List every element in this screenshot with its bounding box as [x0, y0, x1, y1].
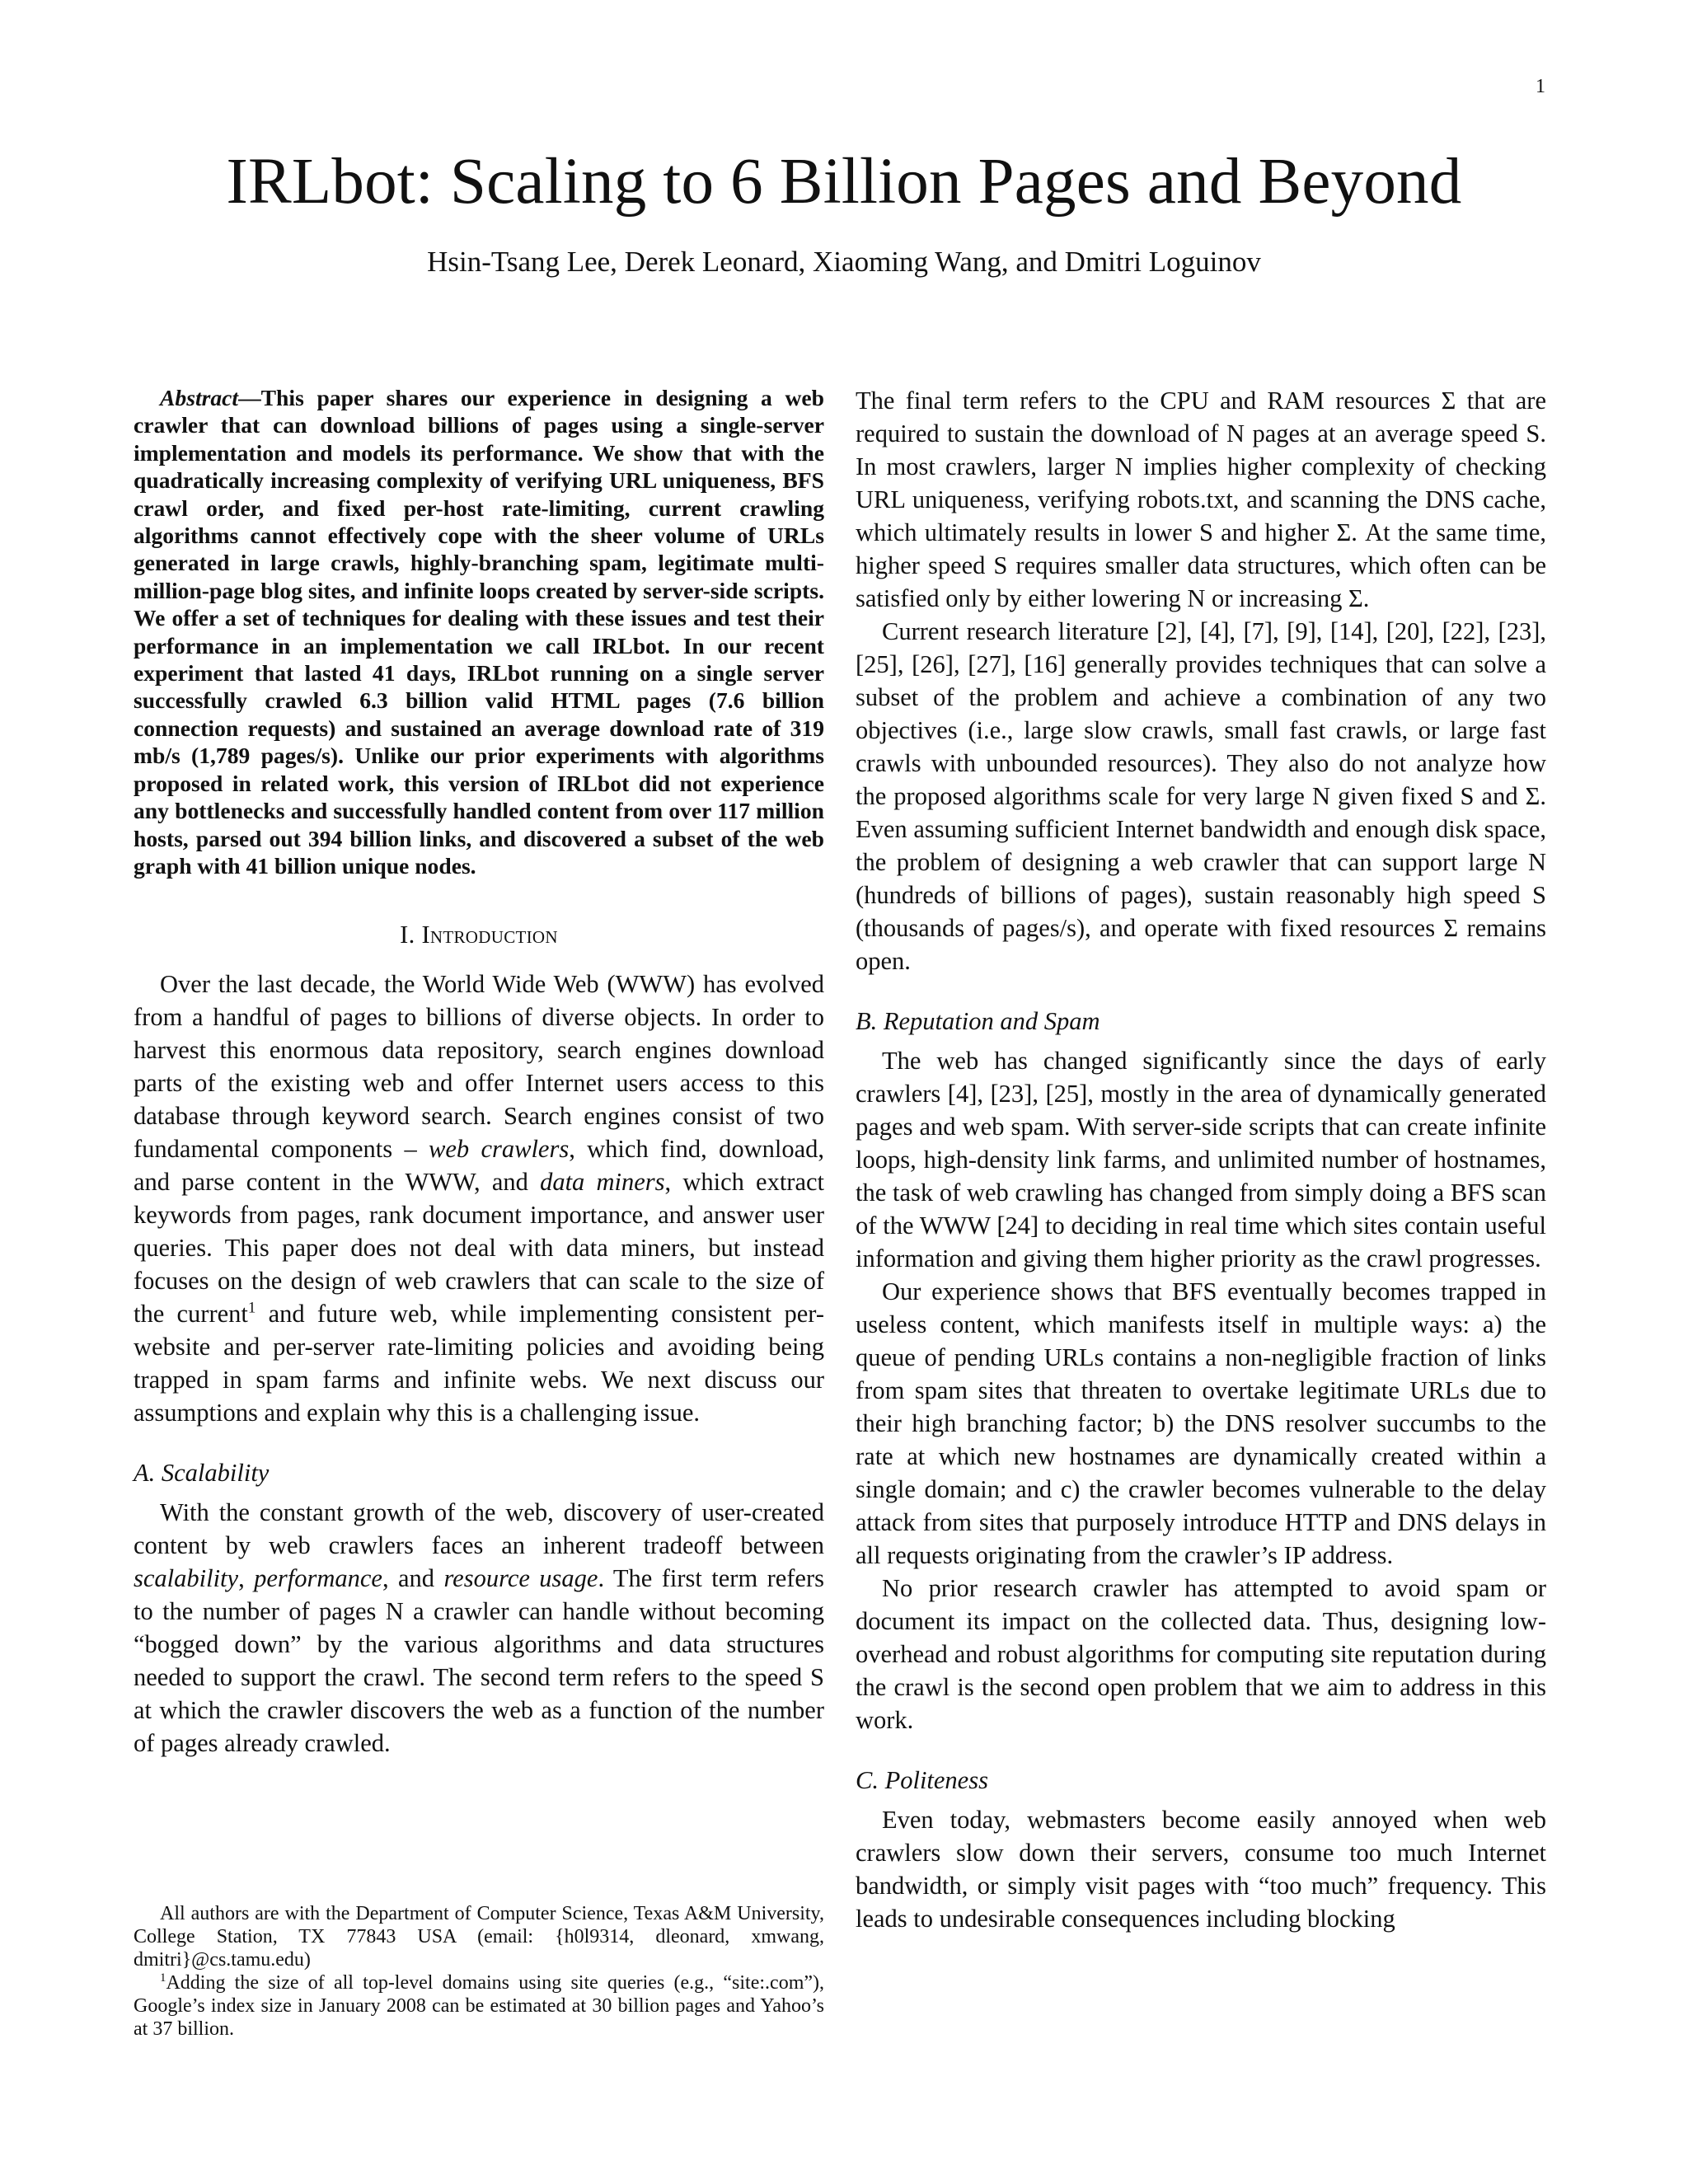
section-number: I.	[400, 921, 415, 949]
footnote-text: Adding the size of all top-level domains using site queries (e.g., “site:.com”), Google’s index size in January 2008 can be estimated at 30 billion pages and Yahoo’s at 37 billion.	[134, 1972, 824, 2040]
affiliation-note: All authors are with the Department of Computer Science, Texas A&M University, College Station, TX 77843 USA (email: {h0l9314, dleonard, xmwang, dmitri}@cs.tamu.edu)	[134, 1903, 824, 1971]
footnote-marker: 1	[247, 1299, 256, 1317]
reputation-paragraph: The web has changed significantly since the days of early crawlers [4], [23], [25], mostly in the area of dynamically generated pages and web spam. With server-side scripts that can create infinite loops, high-density link farms, and unlimited number of hostnames, the task of web crawling has changed from simply doing a BFS scan of the WWW [24] to deciding in real time which sites contain useful information and giving them higher priority as the crawl progresses.	[856, 1047, 1546, 1272]
footnote-marker: 1	[160, 1971, 166, 1985]
abstract-text: —This paper shares our experience in designing a web crawler that can download billions of pages using a single-server implementation and models its performance. We show that with the quadratically increasing complexity of verifying URL uniqueness, BFS crawl order, and fixed per-host rate-limiting, current crawling algorithms cannot effectively cope with the sheer volume of URLs generated in large crawls, highly-branching spam, legitimate multi-million-page blog sites, and infinite loops created by server-side scripts. We offer a set of techniques for dealing with these issues and test their performance in an implementation we call IRLbot. In our recent experiment that lasted 41 days, IRLbot running on a single server successfully crawled 6.3 billion valid HTML pages (7.6 billion connection requests) and sustained an average download rate of 319 mb/s (1,789 pages/s). Unlike our prior experiments with algorithms proposed in related work, this version of IRLbot did not experience any bottlenecks and successfully handled content from over 117 million hosts, parsed out 394 billion links, and discovered a subset of the web graph with 41 billion unique nodes.	[134, 385, 824, 879]
section-title: Introduction	[421, 921, 558, 949]
reputation-paragraph: Our experience shows that BFS eventually becomes trapped in useless content, which manifests itself in multiple ways: a) the queue of pending URLs contains a non-negligible fraction of links from spam sites that threaten to overtake legitimate URLs due to their high branching factor; b) the DNS resolver succumbs to the rate at which new hostnames are dynamically created within a single domain; and c) the crawler becomes vulnerable to the delay attack from sites that purposely introduce HTTP and DNS delays in all requests originating from the crawler’s IP address.	[856, 1277, 1546, 1569]
scalability-paragraph: Current research literature [2], [4], [7], [9], [14], [20], [22], [23], [25], [26], [27], [16] generally provides techniques that can solve a subset of the problem and achieve a combination of any two objectives (i.e., large slow crawls, small fast crawls, or large fast crawls with unbounded resources). They also do not analyze how the proposed algorithms scale for very large N given fixed S and Σ. Even assuming sufficient Internet bandwidth and enough disk space, the problem of designing a web crawler that can support large N (hundreds of billions of pages), sustain reasonably high speed S (thousands of pages/s), and operate with fixed resources Σ remains open.	[856, 617, 1546, 975]
emphasis-term: scalability	[134, 1564, 239, 1593]
emphasis-term: resource usage	[443, 1564, 598, 1593]
emphasis-term: web crawlers	[429, 1135, 570, 1164]
left-column	[134, 384, 824, 1760]
text-run: , which find, download, and parse content in the WWW, and	[134, 1135, 824, 1197]
scalability-paragraph	[134, 1496, 824, 1760]
text-run: Over the last decade, the World Wide Web (WWW) has evolved from a handful of pages to billions of diverse objects. In order to harvest this enormous data repository, search engines download parts of the existing web and offer Internet users access to this database through keyword search. Search engines consist of two fundamental components –	[134, 970, 824, 1164]
right-column	[856, 384, 1546, 1935]
text-run: and future web, while implementing consistent per-website and per-server rate-limiting policies and avoiding being trapped in spam farms and infinite webs. We next discuss our assumptions and explain why this is a challenging issue.	[134, 1300, 824, 1427]
emphasis-term: data miners	[540, 1168, 665, 1197]
intro-paragraph	[134, 968, 824, 1429]
politeness-paragraph: Even today, webmasters become easily annoyed when web crawlers slow down their servers, consume too much Internet bandwidth, or simply visit pages with “too much” frequency. This leads to undesirable consequences including blocking	[856, 1806, 1546, 1933]
author-list: Hsin-Tsang Lee, Derek Leonard, Xiaoming Wang, and Dmitri Loguinov	[427, 246, 1261, 278]
scalability-paragraph-continued: The final term refers to the CPU and RAM resources Σ that are required to sustain the download of N pages at an average speed S. In most crawlers, larger N implies higher complexity of checking URL uniqueness, verifying robots.txt, and scanning the DNS cache, which ultimately results in lower S and higher Σ. At the same time, higher speed S requires smaller data structures, which often can be satisfied only by either lowering N or increasing Σ.	[856, 387, 1546, 612]
page-number: 1	[1536, 76, 1545, 97]
text-run: With the constant growth of the web, discovery of user-created content by web crawlers faces an inherent tradeoff between	[134, 1498, 824, 1560]
abstract	[134, 384, 824, 879]
abstract-label: Abstract	[160, 385, 239, 410]
text-run: . The first term refers to the number of pages N a crawler can handle without becoming “bogged down” by the various algorithms and data structures needed to support the crawl. The second term refers to the speed S at which the crawler discovers the web as a function of the number of pages already crawled.	[134, 1564, 824, 1758]
text-run: , and	[382, 1564, 444, 1593]
text-run: ,	[238, 1564, 255, 1593]
paper-title: IRLbot: Scaling to 6 Billion Pages and Beyond	[226, 146, 1462, 218]
subsection-heading-scalability: A. Scalability	[134, 1459, 270, 1488]
footnote-1	[134, 1971, 824, 2041]
subsection-heading-politeness: C. Politeness	[856, 1766, 988, 1794]
subsection-heading-reputation: B. Reputation and Spam	[856, 1007, 1100, 1035]
emphasis-term: performance	[254, 1564, 382, 1593]
section-heading-introduction	[134, 921, 824, 949]
text-run: , which extract keywords from pages, rank document importance, and answer user queries. This paper does not deal with data miners, but instead focuses on the design of web crawlers that can scale to the size of the current	[134, 1168, 825, 1329]
reputation-paragraph: No prior research crawler has attempted to avoid spam or document its impact on the collected data. Thus, designing low-overhead and robust algorithms for computing site reputation during the crawl is the second open problem that we aim to address in this work.	[856, 1574, 1546, 1734]
footnotes	[134, 1902, 824, 2041]
